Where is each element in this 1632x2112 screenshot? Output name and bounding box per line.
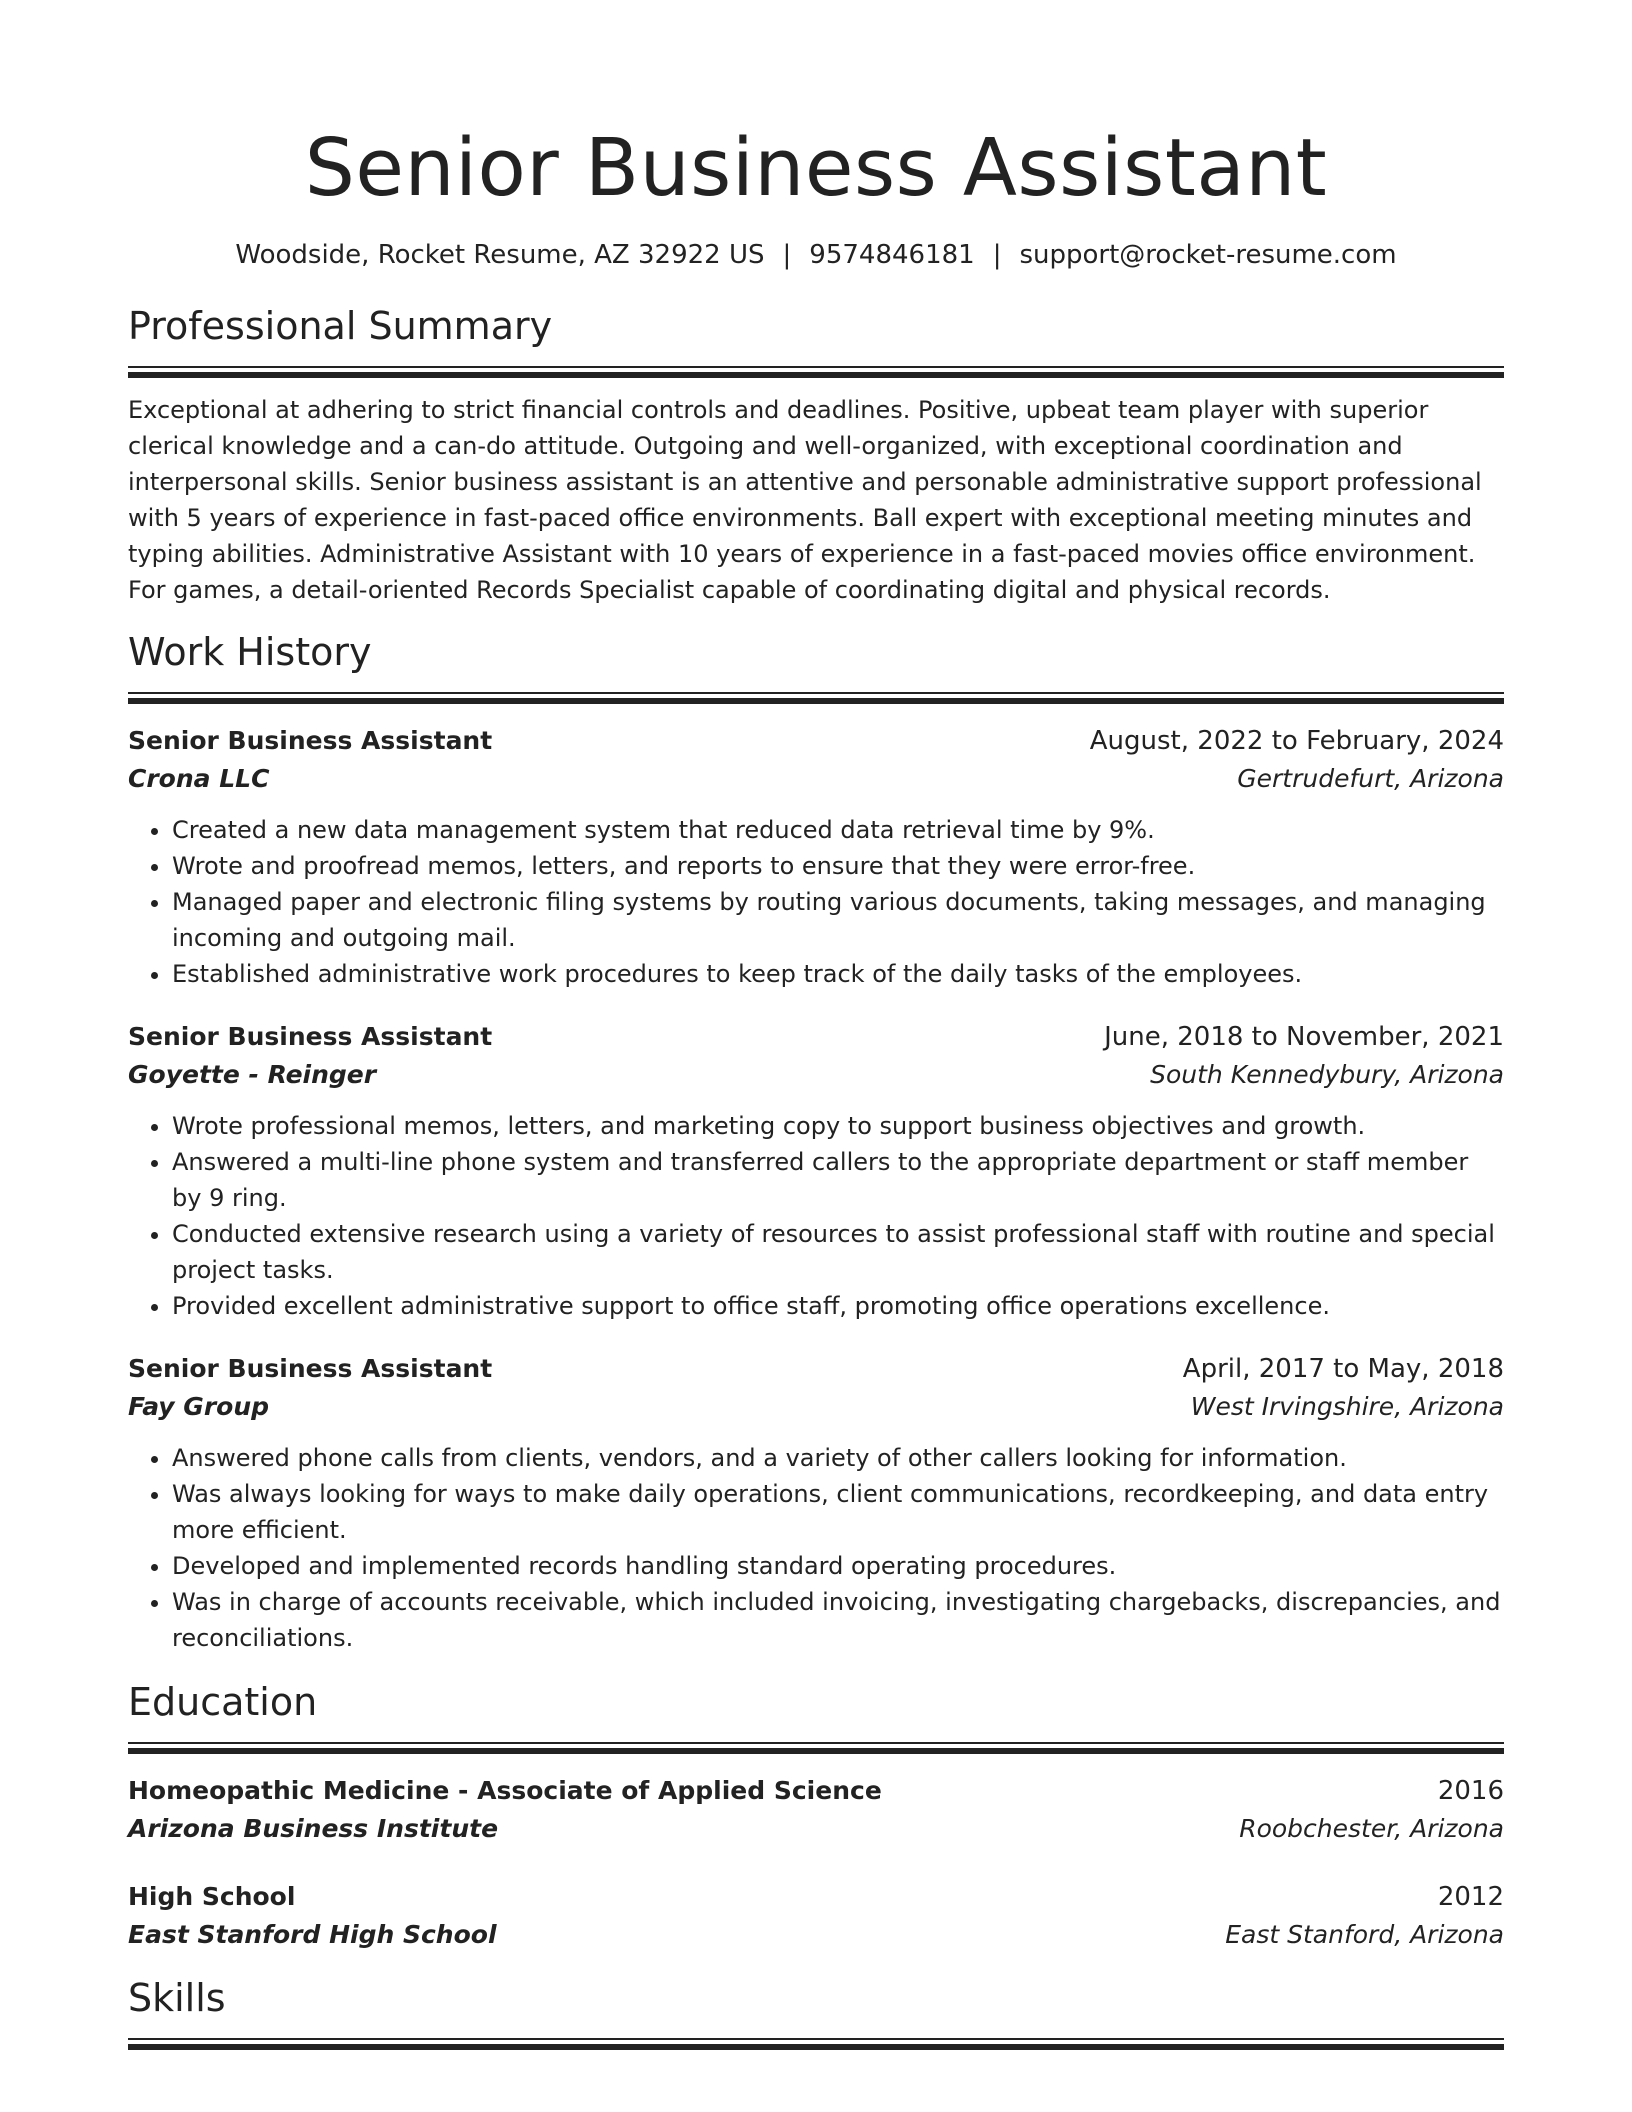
job-header-row	[128, 1350, 1504, 1388]
contact-separator: |	[992, 240, 1002, 270]
job-bullet: • Conducted extensive research using a variety of resources to assist professional staff with routine and special project tasks.	[172, 1216, 1504, 1288]
job-title: Senior Business Assistant	[128, 726, 493, 755]
education-header-row	[128, 1772, 1504, 1810]
resume-name: Senior Business Assistant	[304, 122, 1328, 214]
job-entry	[128, 1350, 1504, 1656]
job-bullet: • Answered a multi-line phone system and transferred callers to the appropriate department or staff member by 9 ring.	[172, 1144, 1504, 1216]
skills-heading: Skills	[128, 1976, 226, 2020]
job-bullet: • Managed paper and electronic filing systems by routing various documents, taking messages, and managing incoming and outgoing mail.	[172, 884, 1504, 956]
job-bullet: • Was in charge of accounts receivable, which included invoicing, investigating chargebacks, discrepancies, and reconciliations.	[172, 1584, 1504, 1656]
section-divider	[128, 692, 1504, 704]
job-company-row	[128, 1056, 1504, 1094]
section-divider	[128, 2038, 1504, 2050]
job-bullet: • Provided excellent administrative support to office staff, promoting office operations excellence.	[172, 1288, 1504, 1324]
summary-section	[128, 302, 1504, 608]
work-history-heading: Work History	[128, 630, 372, 674]
job-title: Senior Business Assistant	[128, 1354, 493, 1383]
job-company: Goyette - Reinger	[128, 1060, 377, 1089]
job-header-row	[128, 1018, 1504, 1056]
education-degree: Homeopathic Medicine - Associate of Applied Science	[128, 1776, 882, 1805]
job-bullets	[128, 812, 1504, 992]
education-entry	[128, 1772, 1504, 1848]
education-section	[128, 1678, 1504, 1954]
job-bullet: • Created a new data management system that reduced data retrieval time by 9%.	[172, 812, 1504, 848]
contact-phone: 9574846181	[809, 240, 975, 270]
job-location: South Kennedybury, Arizona	[1150, 1060, 1504, 1089]
skills-section	[128, 1974, 1504, 2050]
contact-line	[128, 238, 1504, 272]
education-header-row	[128, 1878, 1504, 1916]
contact-separator: |	[782, 240, 792, 270]
job-company-row	[128, 1388, 1504, 1426]
job-bullet: • Wrote professional memos, letters, and marketing copy to support business objectives and growth.	[172, 1108, 1504, 1144]
section-divider	[128, 1742, 1504, 1754]
job-header-row	[128, 722, 1504, 760]
summary-heading: Professional Summary	[128, 304, 553, 348]
job-bullet: • Was always looking for ways to make daily operations, client communications, recordkeeping, and data entry more efficient.	[172, 1476, 1504, 1548]
job-bullet: • Developed and implemented records handling standard operating procedures.	[172, 1548, 1504, 1584]
job-bullets	[128, 1108, 1504, 1324]
job-location: West Irvingshire, Arizona	[1190, 1392, 1504, 1421]
education-location: East Stanford, Arizona	[1225, 1920, 1504, 1949]
job-bullet: • Established administrative work procedures to keep track of the daily tasks of the employees.	[172, 956, 1504, 992]
education-entry	[128, 1878, 1504, 1954]
education-location: Roobchester, Arizona	[1239, 1814, 1504, 1843]
work-history-section	[128, 628, 1504, 1656]
contact-address: Woodside, Rocket Resume, AZ 32922 US	[235, 240, 765, 270]
section-divider	[128, 366, 1504, 378]
education-school-row	[128, 1916, 1504, 1954]
summary-text: Exceptional at adhering to strict financial controls and deadlines. Positive, upbeat team player with superior clerical knowledge and a can-do attitude. Outgoing and well-organized, with exceptional coordination and interpersonal skills. Senior business assistant is an attentive and personable administrative support professional with 5 years of experience in fast-paced office environments. Ball expert with exceptional meeting minutes and typing abilities. Administrative Assistant with 10 years of experience in a fast-paced movies office environment. For games, a detail-oriented Records Specialist capable of coordinating digital and physical records.	[128, 396, 1482, 604]
education-degree: High School	[128, 1882, 296, 1911]
education-school: Arizona Business Institute	[128, 1814, 499, 1843]
education-heading: Education	[128, 1680, 318, 1724]
education-school: East Stanford High School	[128, 1920, 497, 1949]
contact-email: support@rocket-resume.com	[1019, 240, 1397, 270]
job-dates: August, 2022 to February, 2024	[1089, 726, 1504, 756]
job-entry	[128, 722, 1504, 992]
job-bullet: • Answered phone calls from clients, vendors, and a variety of other callers looking for information.	[172, 1440, 1504, 1476]
job-location: Gertrudefurt, Arizona	[1237, 764, 1504, 793]
job-dates: April, 2017 to May, 2018	[1182, 1354, 1504, 1384]
education-school-row	[128, 1810, 1504, 1848]
job-company: Crona LLC	[128, 764, 270, 793]
job-entry	[128, 1018, 1504, 1324]
job-bullet: • Wrote and proofread memos, letters, and reports to ensure that they were error-free.	[172, 848, 1504, 884]
education-year: 2016	[1437, 1776, 1504, 1806]
job-company: Fay Group	[128, 1392, 270, 1421]
job-dates: June, 2018 to November, 2021	[1104, 1022, 1504, 1052]
job-company-row	[128, 760, 1504, 798]
job-bullets	[128, 1440, 1504, 1656]
education-year: 2012	[1437, 1882, 1504, 1912]
job-title: Senior Business Assistant	[128, 1022, 493, 1051]
